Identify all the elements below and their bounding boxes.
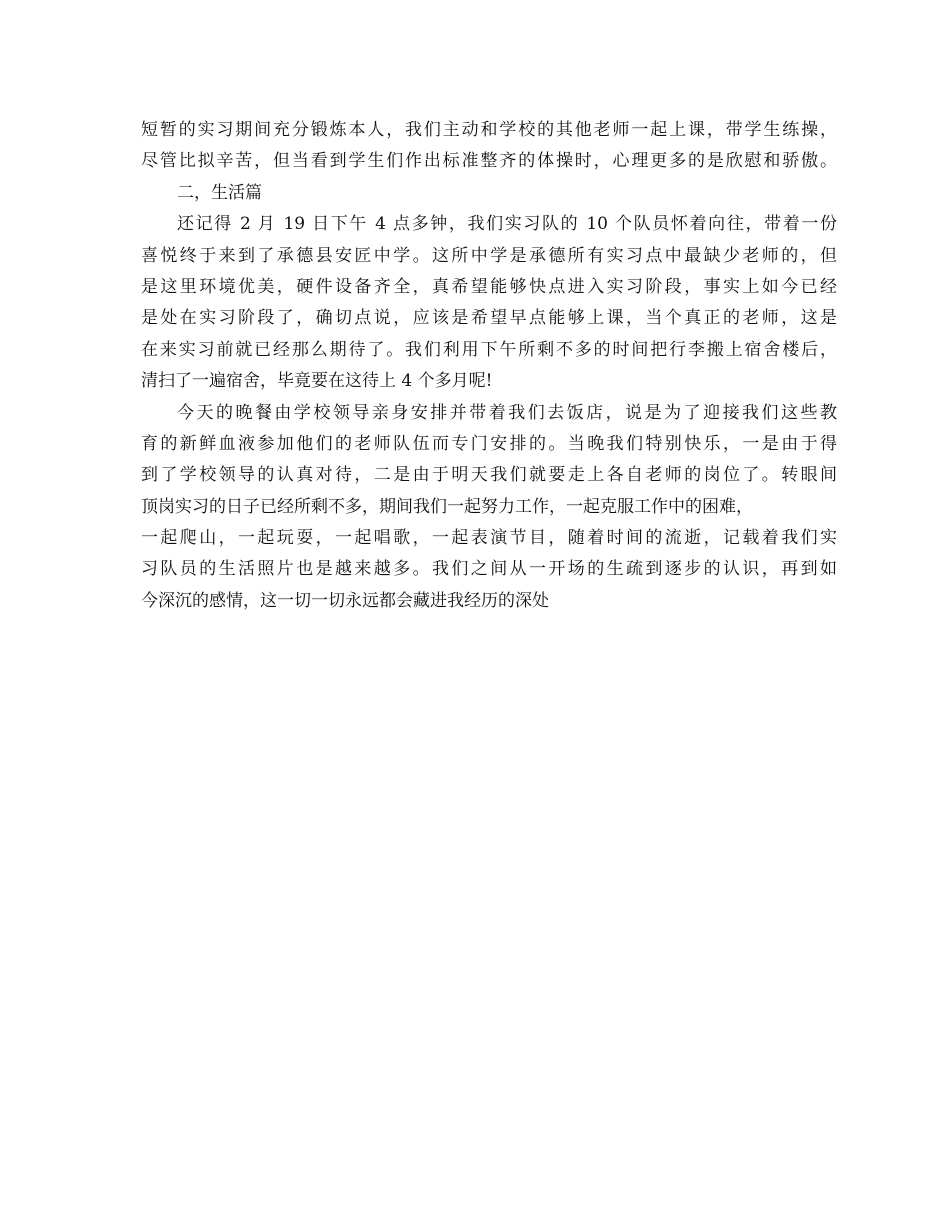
text-line: 习队员的生活照片也是越来越多。我们之间从一开场的生疏到逐步的认识，再到如 [141, 559, 837, 580]
text-line: 短暂的实习期间充分锻炼本人，我们主动和学校的其他老师一起上课，带学生练操， [141, 120, 837, 140]
text-line: 育的新鲜血液参加他们的老师队伍而专门安排的。当晚我们特别快乐，一是由于得 [141, 433, 837, 454]
text-line: 今天的晚餐由学校领导亲身安排并带着我们去饭店，说是为了迎接我们这些教 [177, 402, 837, 423]
text-line: 顶岗实习的日子已经所剩不多，期间我们一起努力工作，一起克服工作中的困难， [141, 496, 753, 517]
text-line: 在来实习前就已经那么期待了。我们利用下午所剩不多的时间把行李搬上宿舍楼后， [141, 339, 837, 360]
paragraph-arrival [141, 209, 837, 397]
text-line: 今深沉的感情，这一切一切永远都会藏进我经历的深处 [141, 590, 549, 611]
heading-text: 二，生活篇 [177, 182, 262, 203]
text-line: 还记得 2 月 19 日下午 4 点多钟，我们实习队的 10 个队员怀着向往，带着一份 [177, 214, 837, 235]
text-line: 到了学校领导的认真对待，二是由于明天我们就要走上各自老师的岗位了。转眼间 [141, 465, 837, 486]
text-line: 清扫了一遍宿舍，毕竟要在这待上 4 个多月呢! [141, 371, 493, 392]
text-line: 一起爬山，一起玩耍，一起唱歌，一起表演节目，随着时间的流逝，记载着我们实 [141, 528, 837, 549]
paragraph-dinner [141, 398, 837, 618]
text-line: 喜悦终于来到了承德县安匠中学。这所中学是承德所有实习点中最缺少老师的，但 [141, 245, 837, 266]
text-line: 是这里环境优美，硬件设备齐全，真希望能够快点进入实习阶段，事实上如今已经 [141, 276, 837, 297]
section-heading [141, 178, 837, 209]
paragraph-practice-continued [141, 115, 837, 178]
text-line: 是处在实习阶段了，确切点说，应该是希望早点能够上课，当个真正的老师，这是 [141, 308, 837, 329]
document-body [141, 115, 837, 617]
text-line: 尽管比拟辛苦，但当看到学生们作出标准整齐的体操时，心理更多的是欣慰和骄傲。 [141, 151, 837, 172]
